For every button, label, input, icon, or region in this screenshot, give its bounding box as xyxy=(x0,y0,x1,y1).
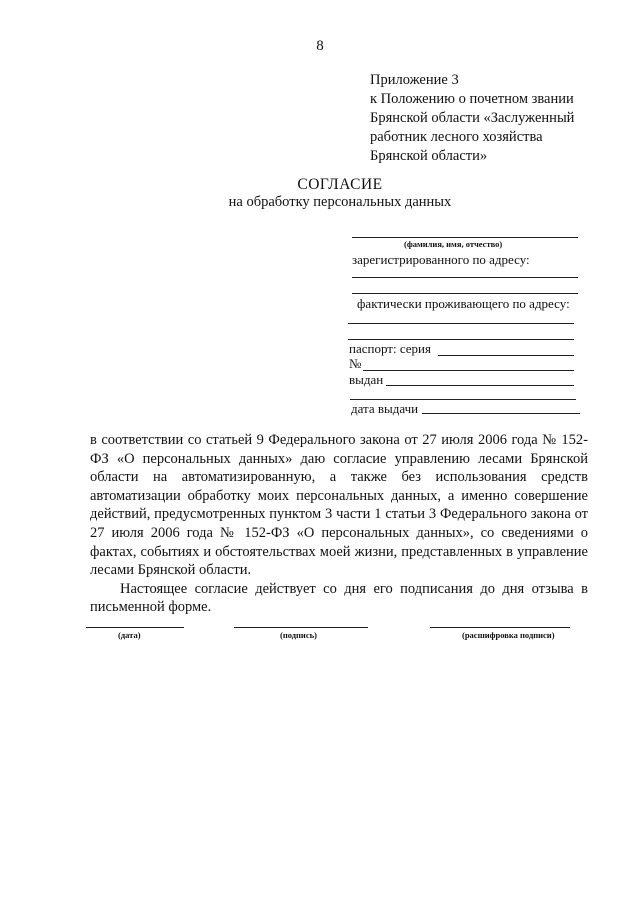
appendix-line: Брянской области «Заслуженный xyxy=(370,110,575,126)
validity-paragraph: Настоящее согласие действует со дня его подписания до дня отзыва в письменной форме. xyxy=(90,580,588,616)
decoding-caption: (расшифровка подписи) xyxy=(462,630,555,640)
living-address-line-2[interactable] xyxy=(348,339,574,340)
signature-line[interactable] xyxy=(234,627,368,628)
issue-date-label: дата выдачи xyxy=(351,401,419,416)
passport-number-line[interactable] xyxy=(363,370,574,371)
signature-caption: (подпись) xyxy=(280,630,317,640)
consent-paragraph: в соответствии со статьей 9 Федерального закона от 27 июля 2006 года № 152-ФЗ «О персональных данных» даю согласие управлению лесами Брянской области на автоматизированную, а также без использования средств автоматизации обработку моих персональных данных, а именно совершение действий, предусмотренных пунктом 3 части 1 статьи 3 Федерального закона от 27 июля 2006 года № 152-ФЗ «О персональных данных», со сведениями о фактах, событиях и обстоятельствах моей жизни, представленных в управление лесами Брянской области. xyxy=(90,432,588,579)
page-number: 8 xyxy=(316,38,324,54)
fio-line[interactable] xyxy=(352,237,578,238)
appendix-line: Брянской области» xyxy=(370,148,488,164)
consent-text xyxy=(90,431,588,617)
fio-caption: (фамилия, имя, отчество) xyxy=(404,239,503,249)
passport-issued-line-2[interactable] xyxy=(350,399,576,400)
registered-address-line-1[interactable] xyxy=(352,277,578,278)
registered-address-line-2[interactable] xyxy=(352,293,578,294)
passport-series-label: паспорт: серия xyxy=(349,341,431,356)
appendix-line: к Положению о почетном звании xyxy=(370,91,574,107)
issue-date-line[interactable] xyxy=(422,413,580,414)
living-address-line-1[interactable] xyxy=(348,323,574,324)
appendix-line: Приложение 3 xyxy=(370,72,459,88)
date-caption: (дата) xyxy=(118,630,141,640)
registered-address-label: зарегистрированного по адресу: xyxy=(352,252,530,267)
decoding-signature-line[interactable] xyxy=(430,627,570,628)
passport-issued-label: выдан xyxy=(349,372,384,387)
appendix-line: работник лесного хозяйства xyxy=(370,129,543,145)
date-signature-line[interactable] xyxy=(86,627,184,628)
living-address-label: фактически проживающего по адресу: xyxy=(357,296,570,311)
document-subtitle: на обработку персональных данных xyxy=(228,194,452,210)
passport-series-line[interactable] xyxy=(438,355,574,356)
passport-number-label: № xyxy=(349,356,362,371)
appendix-block xyxy=(370,71,574,166)
document-title: СОГЛАСИЕ xyxy=(297,176,383,193)
passport-issued-line-1[interactable] xyxy=(386,385,574,386)
